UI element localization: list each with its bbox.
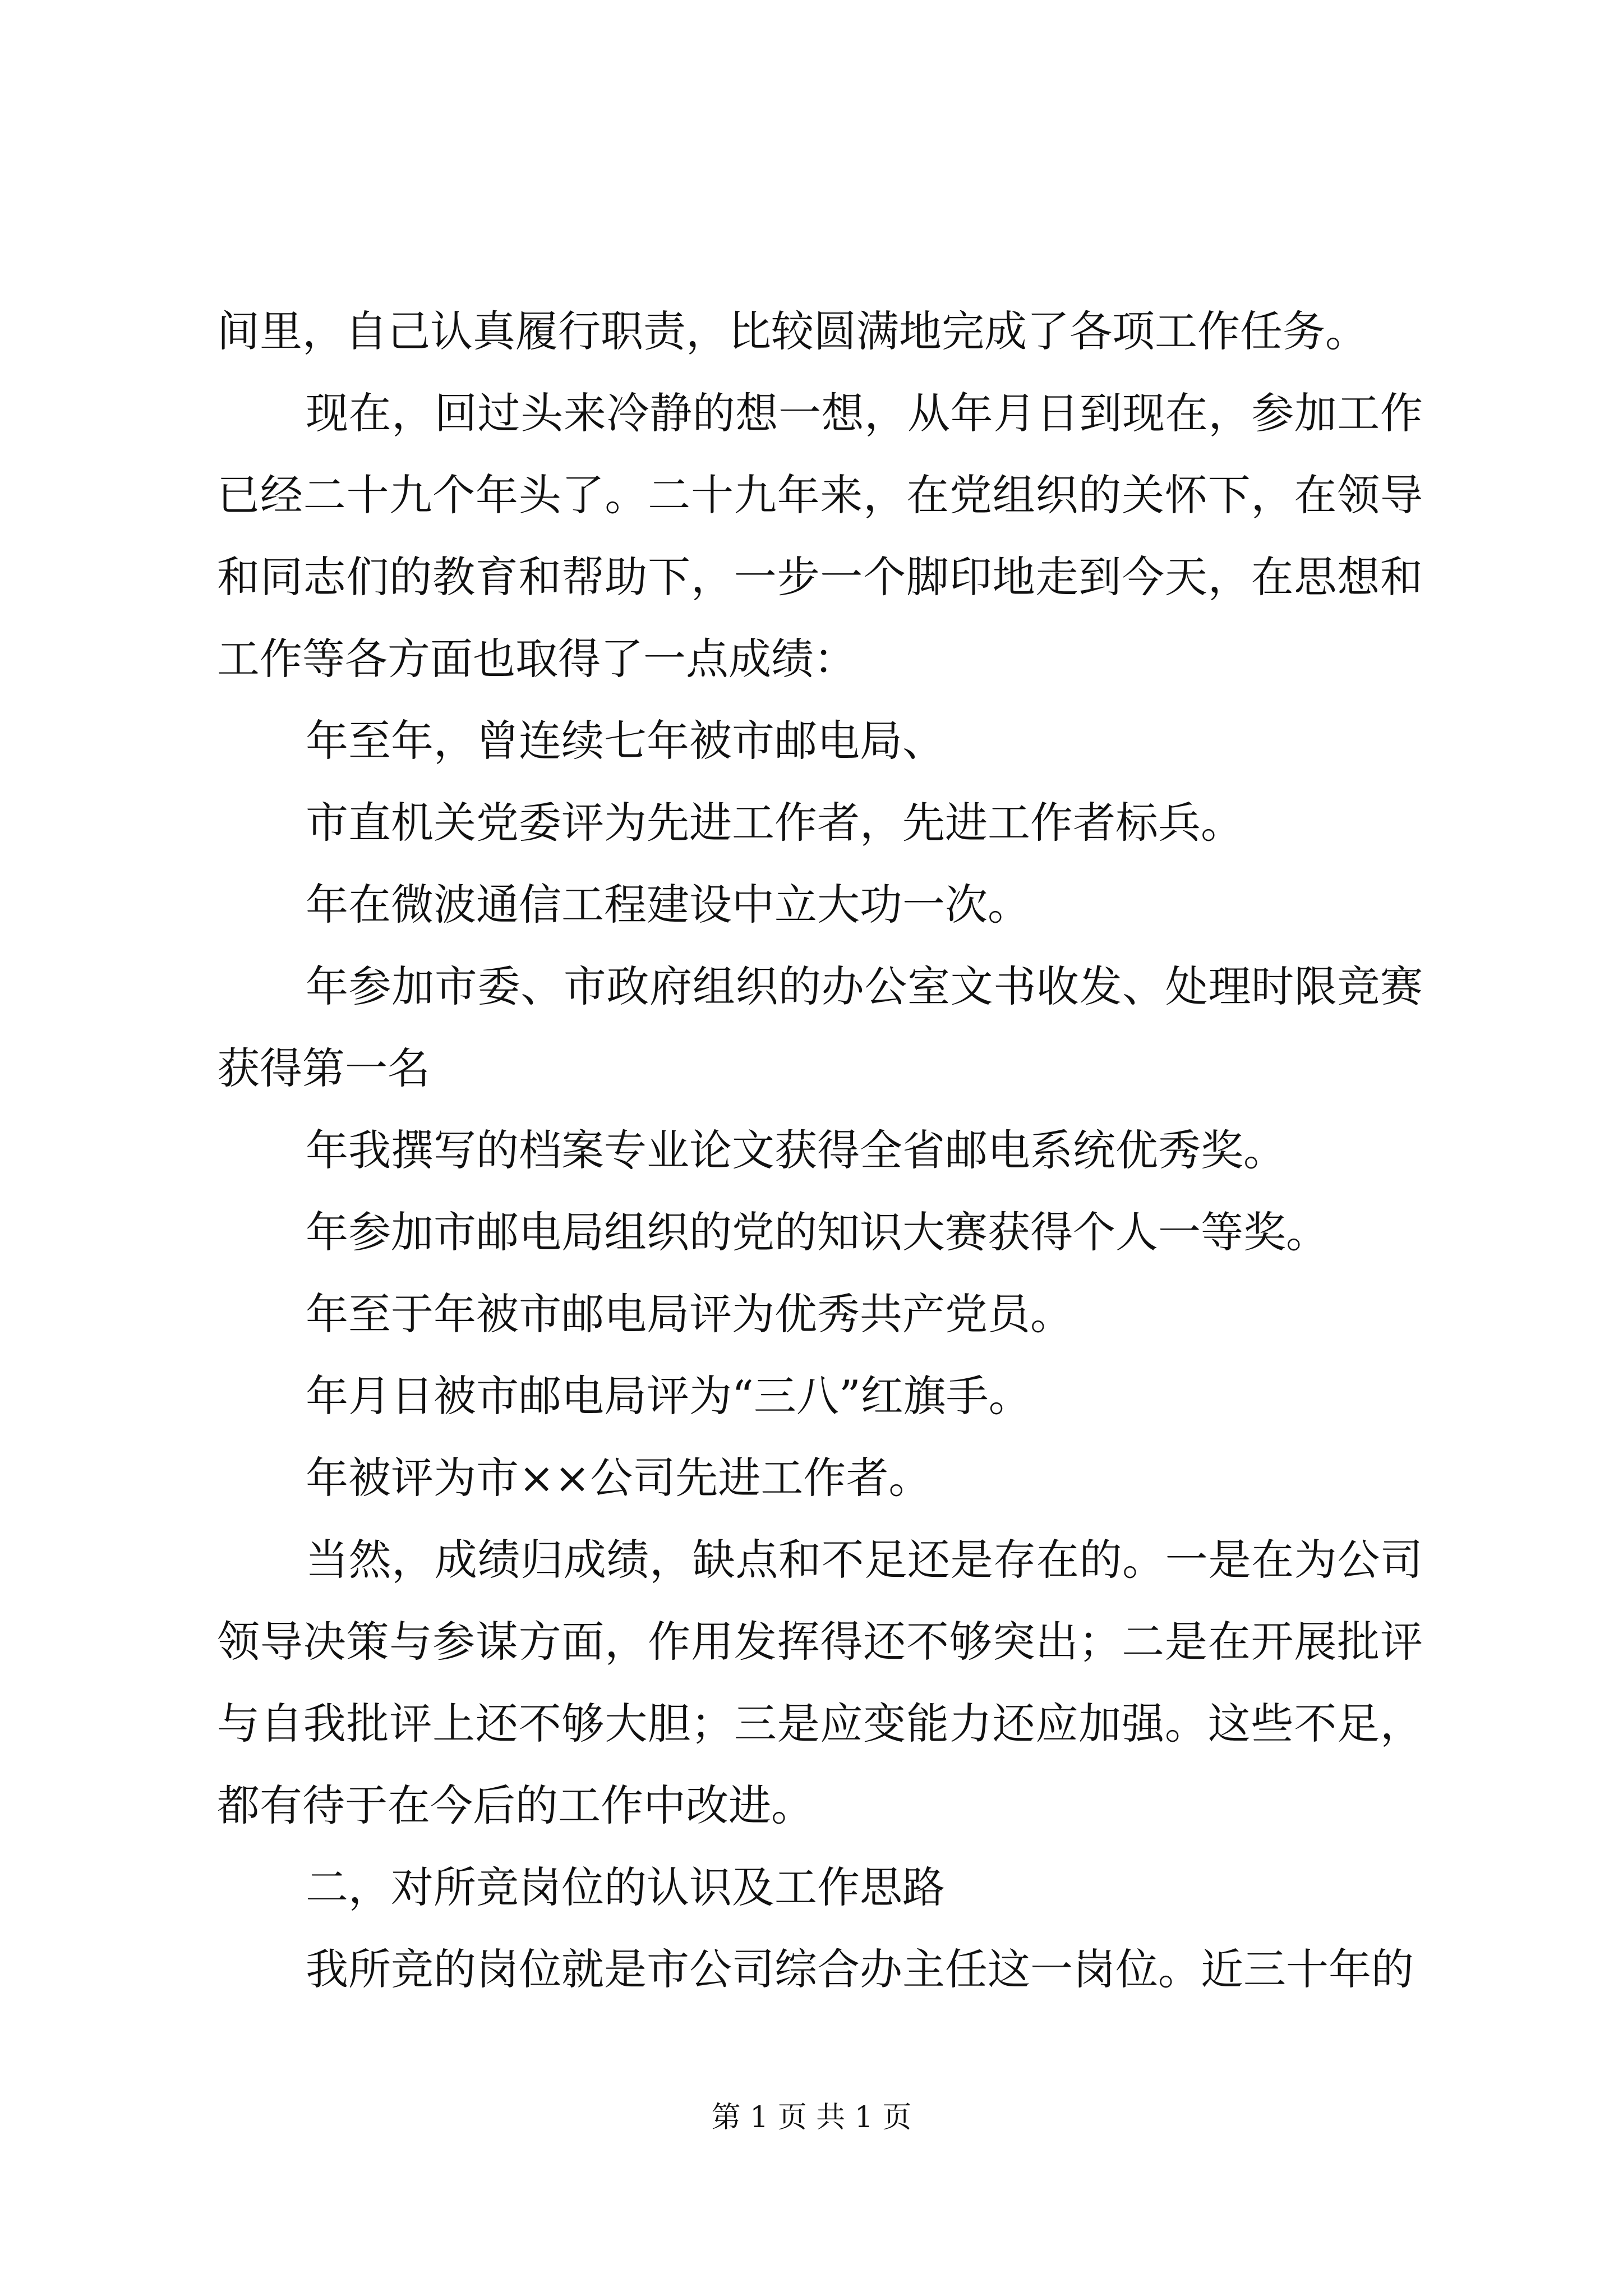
document-body — [217, 291, 1423, 2010]
paragraph-6: 年参加市委、市政府组织的办公室文书收发、处理时限竞赛获得第一名 — [217, 961, 1423, 1093]
paragraph-3: 年至年，曾连续七年被市邮电局、 — [306, 716, 945, 766]
paragraph-1: 间里，自己认真履行职责，比较圆满地完成了各项工作任务。 — [217, 306, 1368, 356]
paragraph-12: 当然，成绩归成绩，缺点和不足还是存在的。一是在为公司领导决策与参谋方面，作用发挥得还不够突出；二是在开展批评与自我批评上还不够大胆；三是应变能力还应加强。这些不足，都有待于在今后的工作中改进。 — [217, 1535, 1423, 1830]
paragraph-2: 现在，回过头来冷静的想一想，从年月日到现在，参加工作已经二十九个年头了。二十九年来，在党组织的关怀下，在领导和同志们的教育和帮助下，一步一个脚印地走到今天，在思想和工作等各方面也取得了一点成绩： — [217, 388, 1423, 684]
paragraph-5: 年在微波通信工程建设中立大功一次。 — [306, 880, 1030, 930]
paragraph-10: 年月日被市邮电局评为“三八”红旗手。 — [306, 1371, 1031, 1421]
paragraph-9: 年至于年被市邮电局评为优秀共产党员。 — [306, 1289, 1073, 1339]
paragraph-11: 年被评为市××公司先进工作者。 — [306, 1453, 932, 1503]
paragraph-7: 年我撰写的档案专业论文获得全省邮电系统优秀奖。 — [306, 1125, 1286, 1175]
page-footer — [0, 2095, 1623, 2140]
page-number-label: 第 1 页 共 1 页 — [711, 2101, 912, 2134]
paragraph-4: 市直机关党委评为先进工作者，先进工作者标兵。 — [306, 798, 1243, 848]
paragraph-8: 年参加市邮电局组织的党的知识大赛获得个人一等奖。 — [306, 1207, 1329, 1257]
paragraph-14: 我所竞的岗位就是市公司综合办主任这一岗位。近三十年的 — [306, 1944, 1414, 1994]
section-heading: 二，对所竞岗位的认识及工作思路 — [306, 1862, 945, 1912]
